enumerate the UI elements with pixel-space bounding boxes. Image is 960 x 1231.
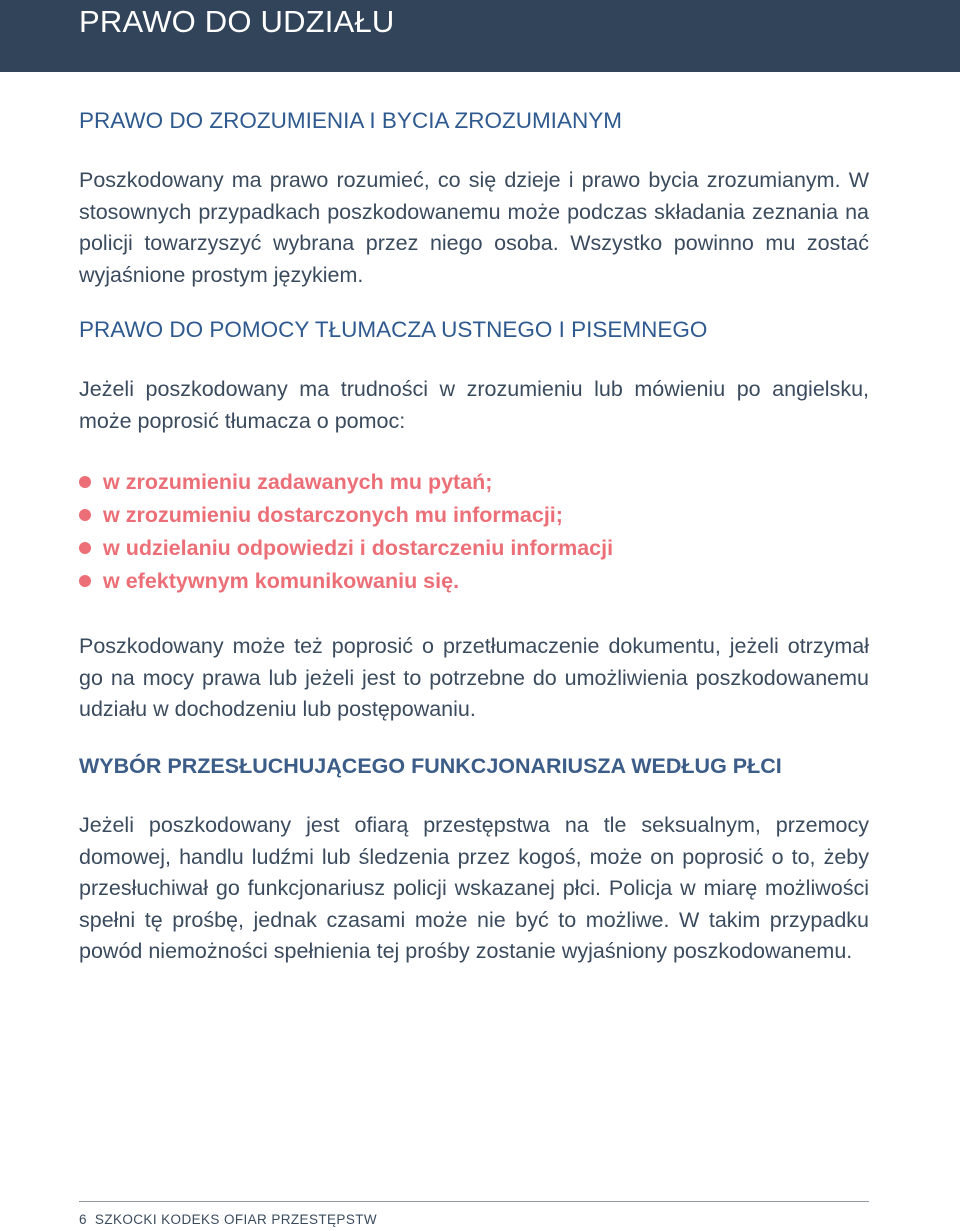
list-item xyxy=(79,465,869,498)
bullet-dot-icon xyxy=(79,542,91,554)
list-item xyxy=(79,564,869,597)
footer-divider xyxy=(79,1201,869,1202)
list-item-text: w udzielaniu odpowiedzi i dostarczeniu informacji xyxy=(103,535,614,560)
paragraph-officer-gender: Jeżeli poszkodowany jest ofiarą przestępstwa na tle seksualnym, przemocy domowej, handlu ludźmi lub śledzenia przez kogoś, może on poprosić o to, żeby przesłuchiwał go funkcjonariusz policji wskazanej płci. Policja w miarę możliwości spełni tę prośbę, jednak czasami może nie być to możliwe. W takim przypadku powód niemożności spełnienia tej prośby zostanie wyjaśniony poszkodowanemu. xyxy=(79,813,869,963)
list-item-text: w zrozumieniu dostarczonych mu informacji; xyxy=(103,502,563,527)
interpreter-help-list xyxy=(79,465,869,597)
paragraph-document-translation: Poszkodowany może też poprosić o przetłumaczenie dokumentu, jeżeli otrzymał go na mocy prawa lub jeżeli jest to potrzebne do umożliwienia poszkodowanemu udziału w dochodzeniu lub postępowaniu. xyxy=(79,634,869,721)
list-item-text: w efektywnym komunikowaniu się. xyxy=(103,568,460,593)
paragraph-interpreter-intro: Jeżeli poszkodowany ma trudności w zrozumieniu lub mówieniu po angielsku, może poprosić tłumacza o pomoc: xyxy=(79,377,869,433)
page-title: PRAWO DO UDZIAŁU xyxy=(79,4,395,39)
paragraph-understanding: Poszkodowany ma prawo rozumieć, co się dzieje i prawo bycia zrozumianym. W stosownych przypadkach poszkodowanemu może podczas składania zeznania na policji towarzyszyć wybrana przez niego osoba. Wszystko powinno mu zostać wyjaśnione prostym językiem. xyxy=(79,168,869,287)
page-footer xyxy=(79,1211,377,1229)
bullet-dot-icon xyxy=(79,575,91,587)
list-item xyxy=(79,498,869,531)
section-heading-officer-gender: WYBÓR PRZESŁUCHUJĄCEGO FUNKCJONARIUSZA WEDŁUG PŁCI xyxy=(79,754,782,778)
page-number: 6 xyxy=(79,1212,87,1227)
list-item-text: w zrozumieniu zadawanych mu pytań; xyxy=(103,469,493,494)
bullet-dot-icon xyxy=(79,509,91,521)
section-heading-understanding: PRAWO DO ZROZUMIENIA I BYCIA ZROZUMIANYM xyxy=(79,108,622,133)
list-item xyxy=(79,531,869,564)
section-heading-interpreter: PRAWO DO POMOCY TŁUMACZA USTNEGO I PISEMNEGO xyxy=(79,317,708,342)
bullet-dot-icon xyxy=(79,476,91,488)
header-banner xyxy=(0,0,960,72)
publication-title: SZKOCKI KODEKS OFIAR PRZESTĘPSTW xyxy=(94,1212,378,1227)
